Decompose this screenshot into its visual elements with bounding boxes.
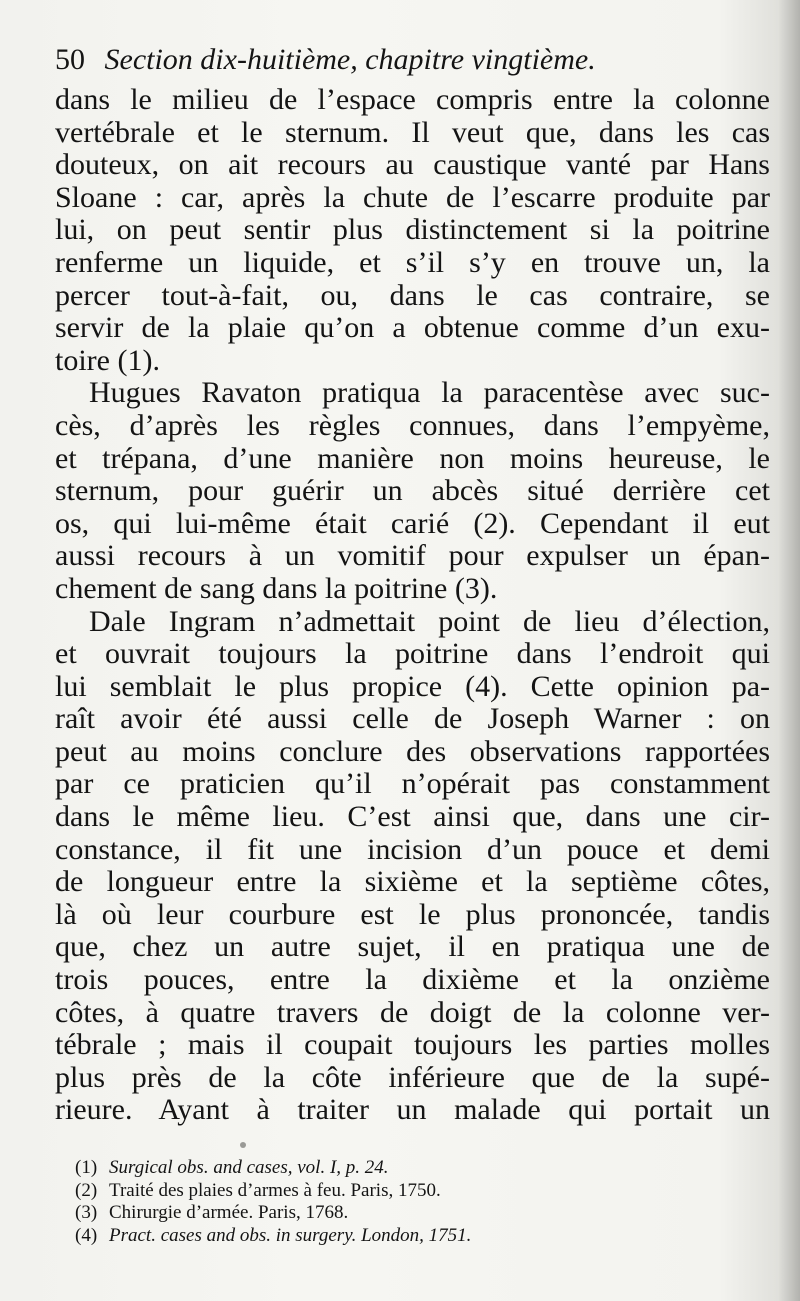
text-line: par ce praticien qu’il n’opérait pas constamment [55,767,770,801]
footnote [75,1225,675,1248]
page-header [55,40,775,80]
footnote-number: (2) [75,1179,98,1201]
text-line: os, qui lui-même était carié (2). Cependant il eut [55,506,770,540]
text-line: aussi recours à un vomitif pour expulser un épan- [55,539,770,573]
text-line: cès, d’après les règles connues, dans l’empyème, [55,408,770,442]
body-text [55,84,770,1127]
text-line: et ouvrait toujours la poitrine dans l’endroit qui [55,637,770,671]
footnotes [75,1157,675,1247]
text-line: renferme un liquide, et s’il s’y en trouve un, la [55,245,770,279]
text-line: et trépana, d’une manière non moins heureuse, le [55,441,770,475]
text-line: servir de la plaie qu’on a obtenue comme d’un exu- [55,311,770,345]
text-line: toire (1). [55,343,160,377]
text-line: de longueur entre la sixième et la septième côtes, [55,865,770,899]
footnote [75,1180,675,1203]
text-line: Hugues Ravaton pratiqua la paracentèse avec suc- [89,376,770,410]
page-number: 50 [55,43,85,76]
text-line: raît avoir été aussi celle de Joseph Warner : on [55,702,770,736]
footnote-number: (1) [75,1157,98,1178]
footnote-text: Surgical obs. and cases, vol. I, p. 24. [109,1157,389,1178]
text-line: dans le milieu de l’espace compris entre la colonne [55,83,770,116]
text-line: douteux, on ait recours au caustique vanté par Hans [55,148,770,182]
footnote-text: Traité des plaies d’armes à feu. Paris, 1750. [109,1179,441,1201]
footnote-number: (4) [75,1224,98,1246]
text-line: rieure. Ayant à traiter un malade qui portait un [55,1093,770,1127]
footnote [75,1202,675,1225]
text-line: sternum, pour guérir un abcès situé derrière cet [55,474,770,508]
text-line: constance, il fit une incision d’un pouce et demi [55,832,770,866]
text-line: que, chez un autre sujet, il en pratiqua une de [55,930,770,964]
running-title: Section dix-huitième, chapitre vingtième. [104,43,596,76]
text-line: dans le même lieu. C’est ainsi que, dans une cir- [55,800,770,834]
text-line: trois pouces, entre la dixième et la onzième [55,963,770,997]
text-line: chement de sang dans la poitrine (3). [55,571,498,605]
text-line: tébrale ; mais il coupait toujours les parties molles [55,1028,770,1062]
footnote-text: Pract. cases and obs. in surgery. London, 1751. [109,1224,472,1246]
footnote-separator-dot [240,1142,246,1148]
page-edge-shadow [778,0,800,1301]
footnote-number: (3) [75,1202,98,1223]
footnote-text: Chirurgie d’armée. Paris, 1768. [109,1202,349,1223]
footnote [75,1157,675,1180]
text-line: là où leur courbure est le plus prononcée, tandis [55,897,770,931]
text-line: côtes, à quatre travers de doigt de la colonne ver- [55,995,770,1029]
text-line: plus près de la côte inférieure que de la supé- [55,1060,770,1094]
text-line: lui semblait le plus propice (4). Cette opinion pa- [55,669,770,703]
text-line: vertébrale et le sternum. Il veut que, dans les cas [55,115,770,149]
text-line: Sloane : car, après la chute de l’escarre produite par [55,180,770,214]
text-line: peut au moins conclure des observations rapportées [55,734,770,768]
text-line: Dale Ingram n’admettait point de lieu d’élection, [89,604,770,638]
text-line: lui, on peut sentir plus distinctement si la poitrine [55,213,770,247]
text-line: percer tout-à-fait, ou, dans le cas contraire, se [55,278,770,312]
